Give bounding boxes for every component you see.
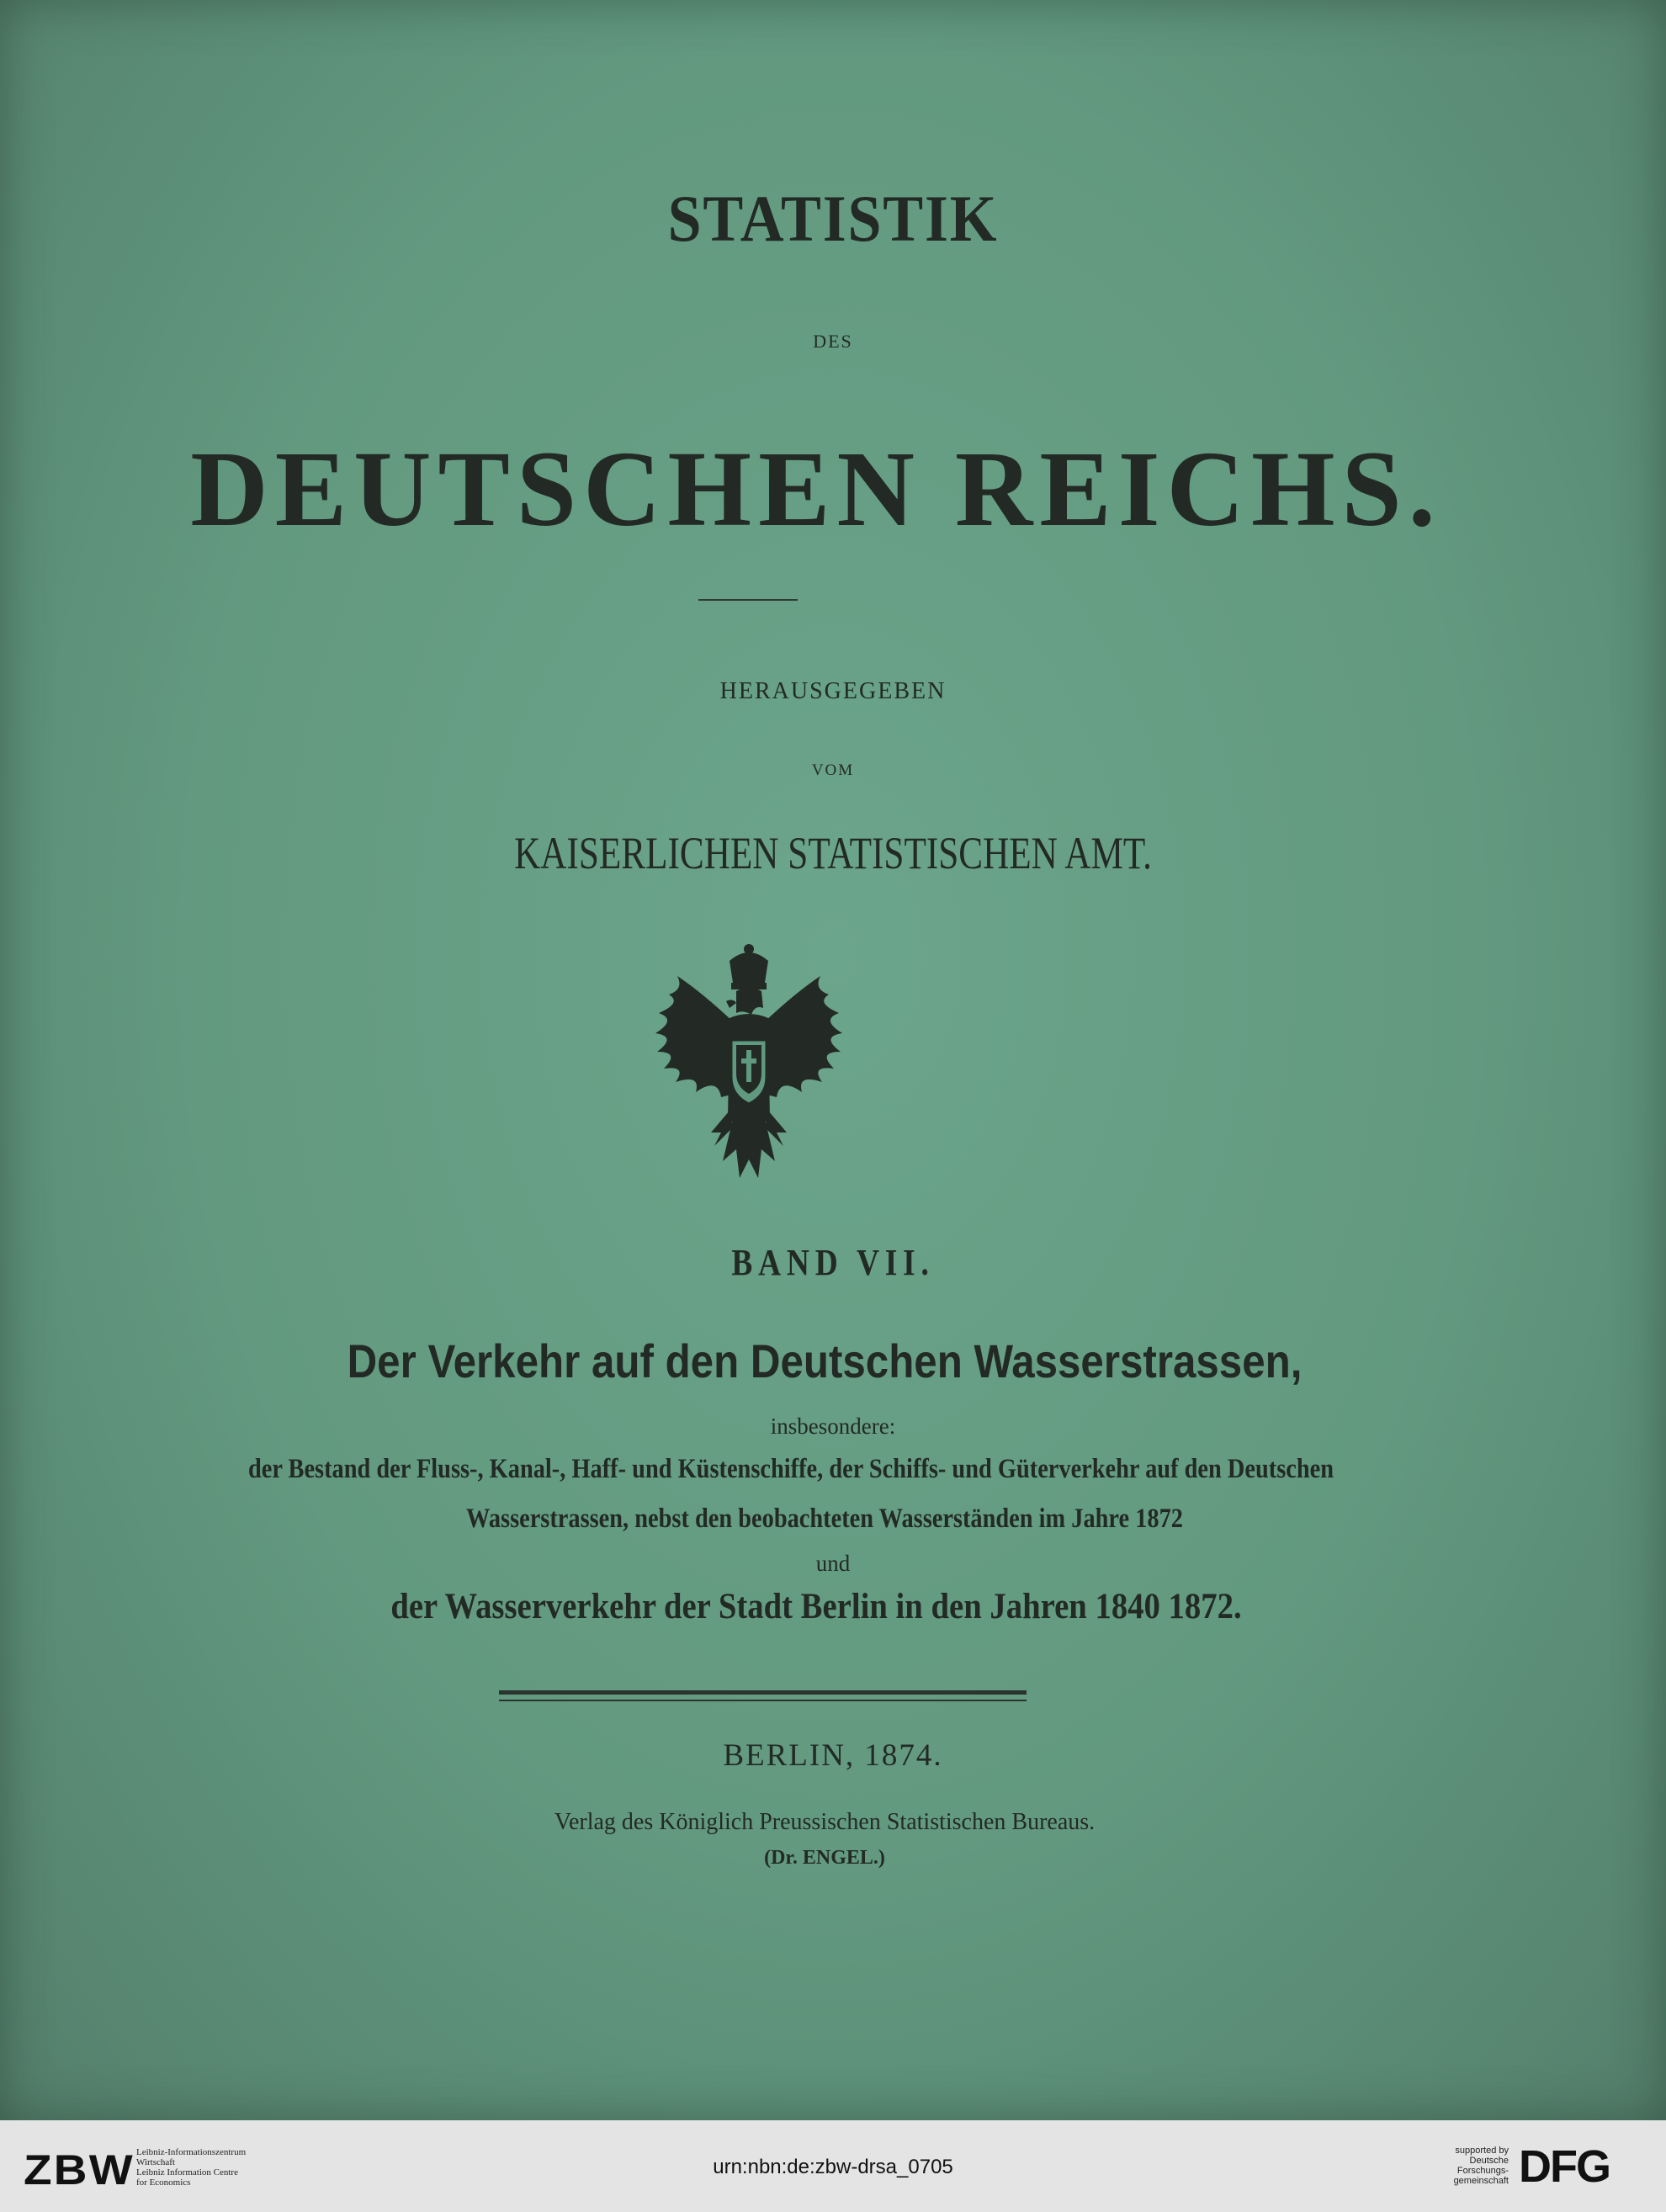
zbw-line-4: for Economics bbox=[136, 2178, 191, 2188]
imperial-eagle-icon bbox=[652, 942, 846, 1195]
detail-line-2: Wasserstrassen, nebst den beobachteten Wasserständen im Jahre 1872 bbox=[466, 1504, 1183, 1534]
supported-line-2: Deutsche bbox=[1469, 2156, 1509, 2166]
supported-line-1: supported by bbox=[1455, 2146, 1509, 2156]
title-deutschen-reichs: DEUTSCHEN REICHS. bbox=[190, 429, 1442, 549]
dfg-logo: DFG bbox=[1519, 2141, 1610, 2192]
zbw-line-1: Leibniz-Informationszentrum bbox=[136, 2147, 247, 2157]
zbw-logo: ZBW bbox=[24, 2146, 135, 2193]
und-label: und bbox=[815, 1551, 851, 1576]
verlag-name: (Dr. ENGEL.) bbox=[764, 1847, 885, 1869]
insbesondere-label: insbesondere: bbox=[770, 1414, 896, 1439]
place-year: BERLIN, 1874. bbox=[723, 1738, 943, 1773]
title-des: DES bbox=[813, 331, 853, 352]
publisher-vom: VOM bbox=[811, 761, 855, 779]
zbw-line-2: Wirtschaft bbox=[136, 2157, 175, 2167]
publisher-intro: HERAUSGEGEBEN bbox=[719, 678, 947, 704]
detail-line-1: der Bestand der Fluss-, Kanal-, Haff- und Küstenschiffe, der Schiffs- und Güterverkehr auf den Deutschen bbox=[247, 1454, 1334, 1484]
publisher-name: KAISERLICHEN STATISTISCHEN AMT. bbox=[514, 828, 1152, 878]
double-rule-thick bbox=[499, 1690, 1027, 1695]
detail-line-3: der Wasserverkehr der Stadt Berlin in den Jahren 1840 1872. bbox=[390, 1587, 1242, 1626]
urn-identifier: urn:nbn:de:zbw-drsa_0705 bbox=[713, 2156, 953, 2178]
footer-bar bbox=[0, 2120, 1666, 2212]
volume-label: BAND VII. bbox=[731, 1242, 935, 1283]
double-rule-thin bbox=[499, 1700, 1027, 1701]
zbw-line-3: Leibniz Information Centre bbox=[136, 2167, 238, 2178]
supported-line-3: Forschungs- bbox=[1456, 2166, 1509, 2176]
supported-line-4: gemeinschaft bbox=[1453, 2176, 1509, 2186]
short-divider bbox=[698, 599, 798, 601]
title-statistik: STATISTIK bbox=[667, 182, 999, 255]
supported-by bbox=[1435, 2146, 1509, 2186]
verlag-line: Verlag des Königlich Preussischen Statistischen Bureaus. bbox=[554, 1809, 1096, 1835]
subtitle: Der Verkehr auf den Deutschen Wasserstrassen, bbox=[347, 1334, 1303, 1387]
